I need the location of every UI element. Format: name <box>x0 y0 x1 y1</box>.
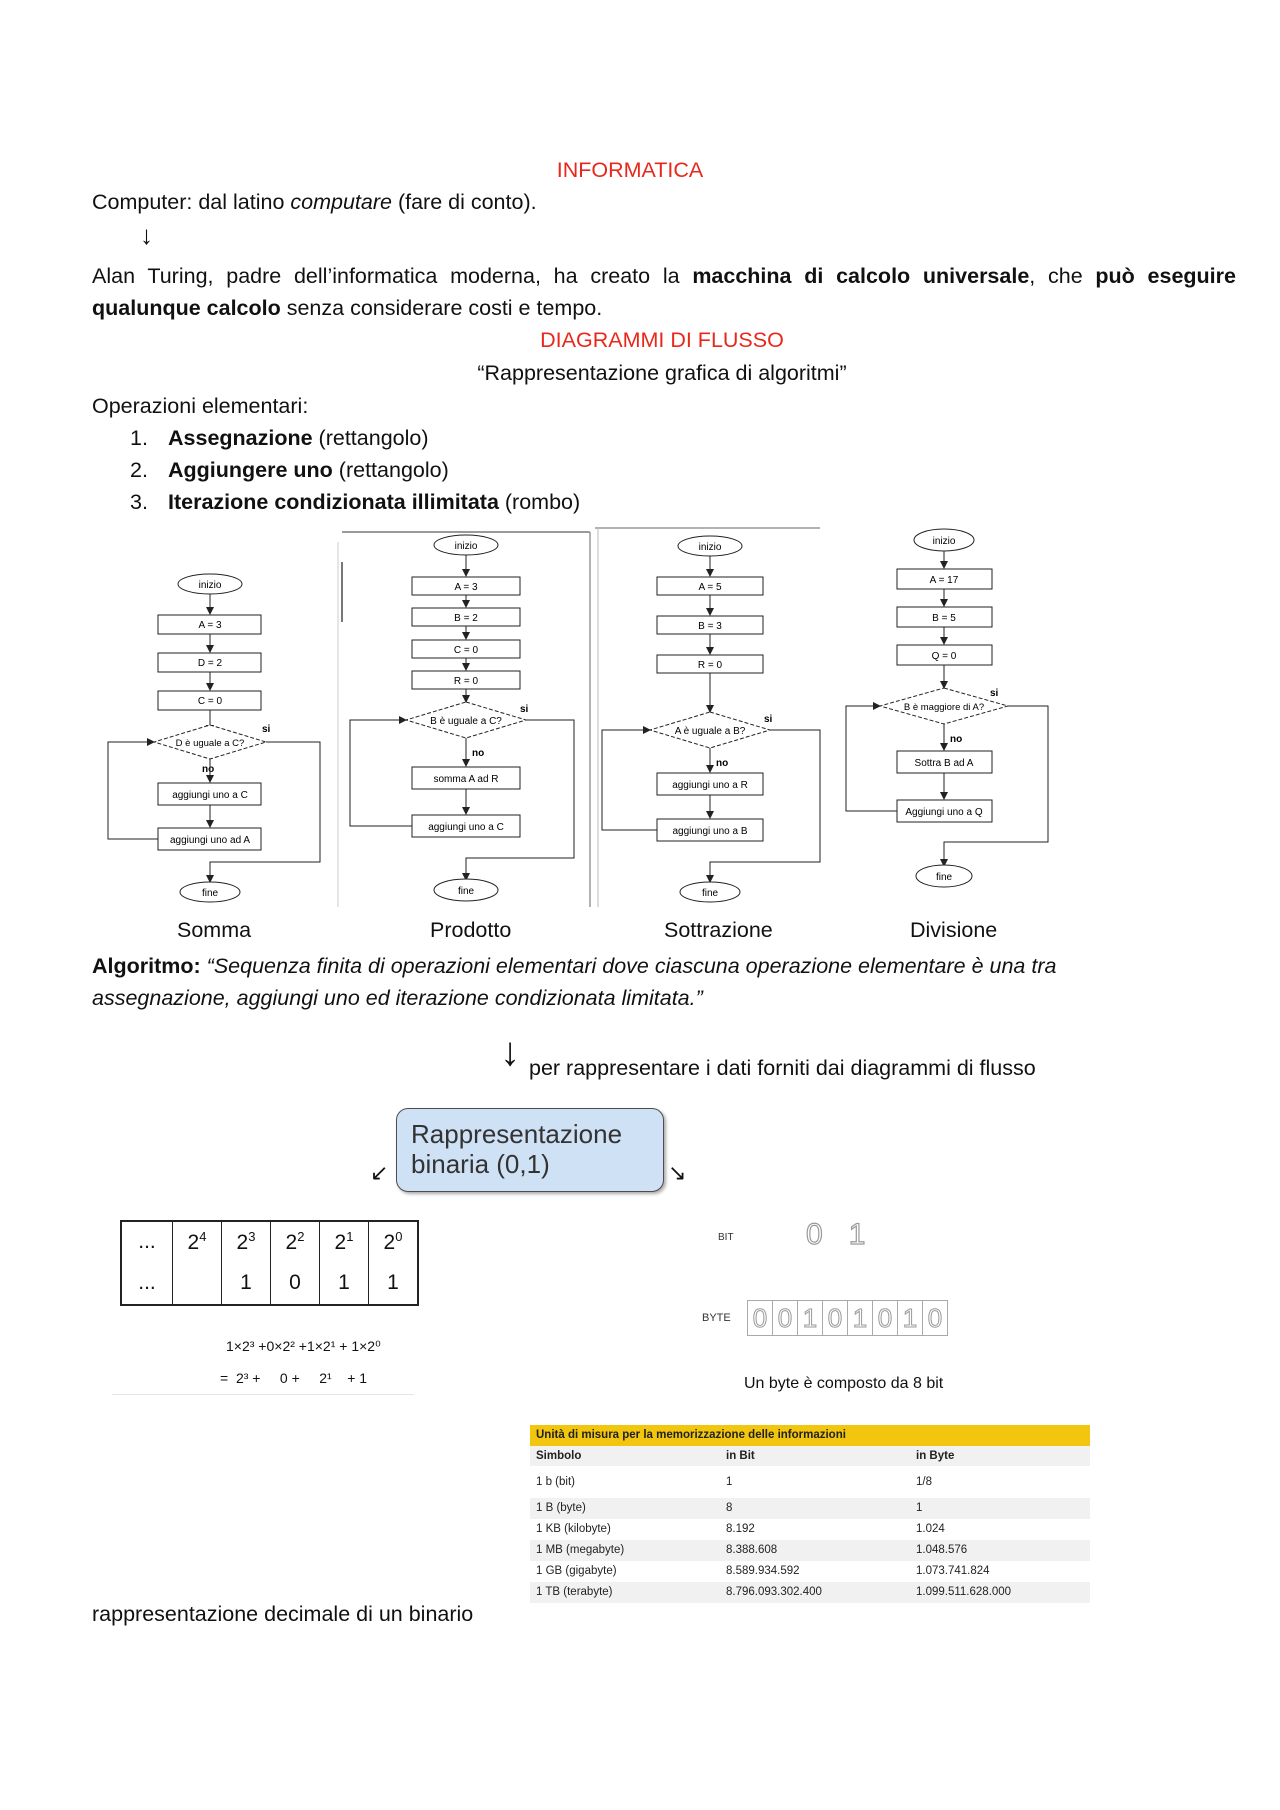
list-item: 1. Assegnazione (rettangolo) <box>130 426 429 450</box>
caption-somma: Somma <box>177 918 252 942</box>
byte-caption: Un byte è composto da 8 bit <box>744 1375 944 1392</box>
flowchart-label: si <box>764 714 773 725</box>
section-title-flowcharts: DIAGRAMMI DI FLUSSO <box>540 328 784 352</box>
bit-digits: 01 <box>806 1218 892 1251</box>
ops-list <box>130 422 580 518</box>
flowchart-label: C = 0 <box>197 696 223 707</box>
list-item: 2. Aggiungere uno (rettangolo) <box>130 458 449 482</box>
binary-box: Rappresentazione binaria (0,1) <box>396 1108 664 1192</box>
list-item: 3. Iterazione condizionata illimitata (rombo) <box>130 490 581 514</box>
flowchart-label: B = 2 <box>454 613 478 624</box>
fc1-start: inizio <box>198 580 222 591</box>
flowchart-label: A = 3 <box>454 582 478 593</box>
loop-arrow <box>944 706 1048 866</box>
flowchart-label: Q = 0 <box>931 651 957 662</box>
loop-arrow <box>350 720 412 826</box>
flowcharts-figure <box>90 522 1090 912</box>
down-arrow-icon: ↓ <box>500 1030 520 1074</box>
flowchart-prodotto <box>350 535 574 901</box>
flowchart-label: no <box>950 734 963 745</box>
powers-table: ... $2^4$ $2^3$ $2^2$ $2^1$ $2^0$ ... 1 0 1 1 <box>120 1220 419 1306</box>
flowchart-label: A = 17 <box>929 575 959 586</box>
flowchart-label: aggiungi uno a R <box>672 780 748 791</box>
flowchart-label: B è uguale a C? <box>430 716 502 727</box>
page-title: INFORMATICA <box>556 158 704 182</box>
loop-arrow <box>602 730 657 830</box>
flowchart-label: A = 5 <box>698 582 722 593</box>
flowchart-label: aggiungi uno a B <box>672 826 748 837</box>
algorithm-definition: Algoritmo: “Sequenza finita di operazioni elementari dove ciascuna operazione elementare è una tra assegnazione, aggiungi uno ed iterazione condizionata limitata.” <box>92 954 1057 1010</box>
bit-label: BIT <box>718 1232 734 1243</box>
table-row: 1 GB (gigabyte) 8.589.934.592 1.073.741.824 <box>536 1565 990 1577</box>
flowchart-label: no <box>716 758 729 769</box>
caption-divisione: Divisione <box>910 918 998 942</box>
flowchart-label: R = 0 <box>453 676 479 687</box>
flowchart-label: Aggiungi uno a Q <box>905 807 983 818</box>
flowchart-label: fine <box>701 888 719 899</box>
flowchart-label: Sottra B ad A <box>914 758 974 769</box>
flowchart-label: A = 3 <box>198 620 222 631</box>
ops-heading: Operazioni elementari: <box>92 394 309 418</box>
flowchart-label: fine <box>935 872 953 883</box>
table-row: 1 MB (megabyte) 8.388.608 1.048.576 <box>530 1540 1090 1561</box>
formula-line-2: = 2³ + 0 + 2¹ + 1 <box>220 1370 368 1386</box>
table-row: 1 B (byte) 8 1 <box>530 1498 1090 1519</box>
table-row: 1 KB (kilobyte) 8.192 1.024 <box>536 1523 945 1535</box>
flowchart-label: si <box>990 688 999 699</box>
flowchart-label: inizio <box>454 541 478 552</box>
decimal-caption: rappresentazione decimale di un binario <box>92 1602 474 1626</box>
loop-arrow <box>466 720 574 880</box>
byte-label: BYTE <box>702 1312 731 1324</box>
flowchart-label: aggiungi uno a C <box>172 790 248 801</box>
flowchart-label: D = 2 <box>197 658 223 669</box>
flowchart-label: no <box>472 748 485 759</box>
down-arrow-icon: ↓ <box>140 220 153 250</box>
loop-arrow <box>210 742 320 882</box>
units-table-header: Simbolo in Bit in Byte <box>530 1446 1090 1466</box>
caption-sottrazione: Sottrazione <box>664 918 773 942</box>
units-table <box>530 1425 1090 1603</box>
flowchart-sottrazione <box>602 536 820 902</box>
flowchart-label: no <box>202 764 215 775</box>
flowchart-label: B = 3 <box>698 621 722 632</box>
flowchart-label: fine <box>201 888 219 899</box>
flowchart-somma <box>108 574 320 902</box>
loop-arrow <box>710 730 820 882</box>
turing-paragraph: Alan Turing, padre dell’informatica moderna, ha creato la macchina di calcolo universale, che può eseguire qualunque calcolo senza considerare costi e tempo. <box>92 264 1236 320</box>
flowchart-label: fine <box>457 886 475 897</box>
flowchart-label: aggiungi uno a C <box>428 822 504 833</box>
flowchart-label: inizio <box>698 542 722 553</box>
divider <box>112 1394 414 1395</box>
down-right-arrow-icon: ↘ <box>668 1160 687 1185</box>
flowchart-label: si <box>262 724 271 735</box>
flowchart-label: R = 0 <box>697 660 723 671</box>
units-table-title: Unità di misura per la memorizzazione delle informazioni <box>530 1425 1090 1446</box>
flowchart-label: C = 0 <box>453 645 479 656</box>
flowchart-label: A è uguale a B? <box>674 726 746 737</box>
flowchart-label: B = 5 <box>932 613 956 624</box>
arrow-caption: per rappresentare i dati forniti dai diagrammi di flusso <box>529 1056 1036 1080</box>
flowchart-label: si <box>520 704 529 715</box>
section-subtitle: “Rappresentazione grafica di algoritmi” <box>477 361 847 385</box>
loop-arrow <box>108 742 158 839</box>
table-row: 1 b (bit) 1 1/8 <box>536 1476 932 1488</box>
flowchart-label: inizio <box>932 536 956 547</box>
flowchart-label: somma A ad R <box>433 774 499 785</box>
down-left-arrow-icon: ↙ <box>370 1160 389 1185</box>
flowchart-label: aggiungi uno ad A <box>169 835 251 846</box>
table-row: 1 TB (terabyte) 8.796.093.302.400 1.099.511.628.000 <box>530 1582 1090 1603</box>
formula-line-1: 1×2³ +0×2² +1×2¹ + 1×2⁰ <box>226 1338 381 1354</box>
byte-digits: 0 0 1 0 1 0 1 0 <box>747 1300 948 1336</box>
loop-arrow <box>846 706 897 811</box>
caption-prodotto: Prodotto <box>430 918 512 942</box>
flowchart-divisione <box>846 529 1048 887</box>
computer-definition: Computer: dal latino computare (fare di conto). <box>92 190 537 214</box>
flowchart-label: D è uguale a C? <box>175 738 245 749</box>
flowchart-label: B è maggiore di A? <box>903 702 985 713</box>
